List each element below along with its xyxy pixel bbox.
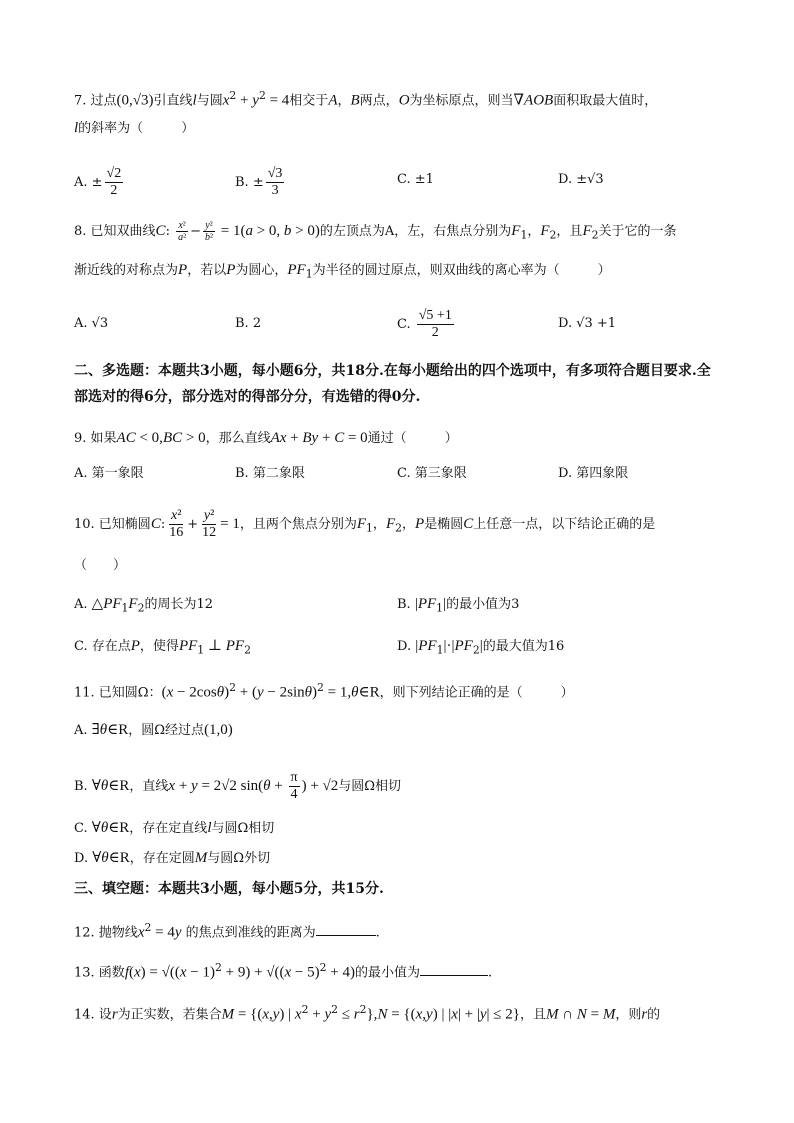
q8-stem-line1: 8. 已知双曲线C: $\frac{\text{x²}}{\text{a²}}$ − $\frac{\text{y²}}{\text{b²}}$ = 1(a > 0, b > 0)的左顶点为A，左，右焦点分别为$F_1$，$F_2$，且$F_2$关于它的一条 [74, 220, 677, 243]
q10-stem-line1: 10. 已知椭圆C: $\frac{\text{x²}}{16}$ + $\frac{\text{y²}}{12}$ = 1，且两个焦点分别为$F_1$，$F_2$，P是椭圆C上任意一点，以下结论正确的是 [74, 508, 656, 540]
section-3-heading: 三、填空题：本题共3小题，每小题5分，共15分. [74, 881, 384, 897]
q11-option-a[interactable]: A. ∃θ∈R，圆Ω经过点(1,0) [74, 722, 233, 738]
section-2-heading: 二、多选题：本题共3小题，每小题6分，共18分.在每小题给出的四个选项中，有多项符合题目要求.全部选对的得6分，部分选对的得部分分，有选错的得0分. [74, 363, 711, 405]
q8-stem-line2: 渐近线的对称点为P，若以P为圆心，$PF_1$为半径的圆过原点，则双曲线的离心率为（ ） [74, 262, 611, 281]
q7-option-c[interactable]: C. ±1 [397, 172, 434, 187]
q11-option-d[interactable]: D. ∀θ∈R，存在定圆M与圆Ω外切 [74, 850, 271, 866]
q8-option-a[interactable]: A. √3 [74, 316, 109, 331]
q11-stem: 11. 已知圆Ω：$(x - 2\cos\theta)^2 + (y - 2\sin\theta)^2$ = 1,θ∈R，则下列结论正确的是（ ） [74, 681, 574, 701]
q7-stem-line1: 7. 过点(0,√3)引直线l与圆$x^2 + y^2 = 4$相交于A，B两点，O为坐标原点，则当∇AOB面积取最大值时， [74, 89, 658, 109]
q13-stem[interactable]: 13. 函数$f(x) = √((x - 1)^2 + 9) + √((x - 5)^2 + 4)$的最小值为 . [74, 961, 493, 981]
q10-stem-line2: （ ） [74, 558, 127, 573]
q7-option-d[interactable]: D. ±√3 [558, 172, 604, 187]
q10-option-b[interactable]: B. $|PF_1|$的最小值为3 [397, 596, 520, 615]
q8-option-c[interactable]: C. $\frac{√5 +1}{2}$ [397, 308, 452, 340]
q7-stem-line2: l的斜率为（ ） [74, 120, 195, 136]
q11-option-c[interactable]: C. ∀θ∈R，存在定直线l与圆Ω相切 [74, 820, 275, 836]
q7-option-a[interactable]: A. ± $\frac{√2}{2}$ [74, 166, 122, 198]
q8-option-b[interactable]: B. 2 [235, 316, 262, 331]
q9-stem: 9. 如果AC < 0,BC > 0，那么直线Ax + By + C = 0通过（ ） [74, 430, 458, 446]
q10-option-c[interactable]: C. 存在点P，使得$PF_1$ ⊥ $PF_2$ [74, 638, 251, 657]
q10-option-d[interactable]: D. $|PF_1|\cdot|PF_2|$的最大值为16 [397, 638, 565, 657]
q8-option-d[interactable]: D. √3 +1 [558, 316, 617, 331]
q9-option-b[interactable]: B. 第二象限 [235, 466, 305, 481]
q9-option-c[interactable]: C. 第三象限 [397, 466, 467, 481]
q12-stem[interactable]: 12. 抛物线$x^2 = 4y$ 的焦点到准线的距离为 . [74, 921, 380, 941]
q7-option-b[interactable]: B. ± $\frac{√3}{3}$ [235, 166, 283, 198]
q9-option-d[interactable]: D. 第四象限 [558, 466, 629, 481]
q10-option-a[interactable]: A. $\triangle PF_1F_2$的周长为12 [74, 596, 214, 615]
q9-option-a[interactable]: A. 第一象限 [74, 466, 144, 481]
q14-stem[interactable]: 14. 设r为正实数，若集合M = {(x,y) | $x^2 + y^2 \le r^2\},N = \{(x,y)$ | |x| + |y| ≤ 2}，且M ∩ N = M，则r的 [74, 1003, 661, 1023]
q11-option-b[interactable]: B. ∀θ∈R，直线x + y = 2√2 sin(θ + $\frac{\pi}{4}$ ) + √2与圆Ω相切 [74, 770, 402, 802]
